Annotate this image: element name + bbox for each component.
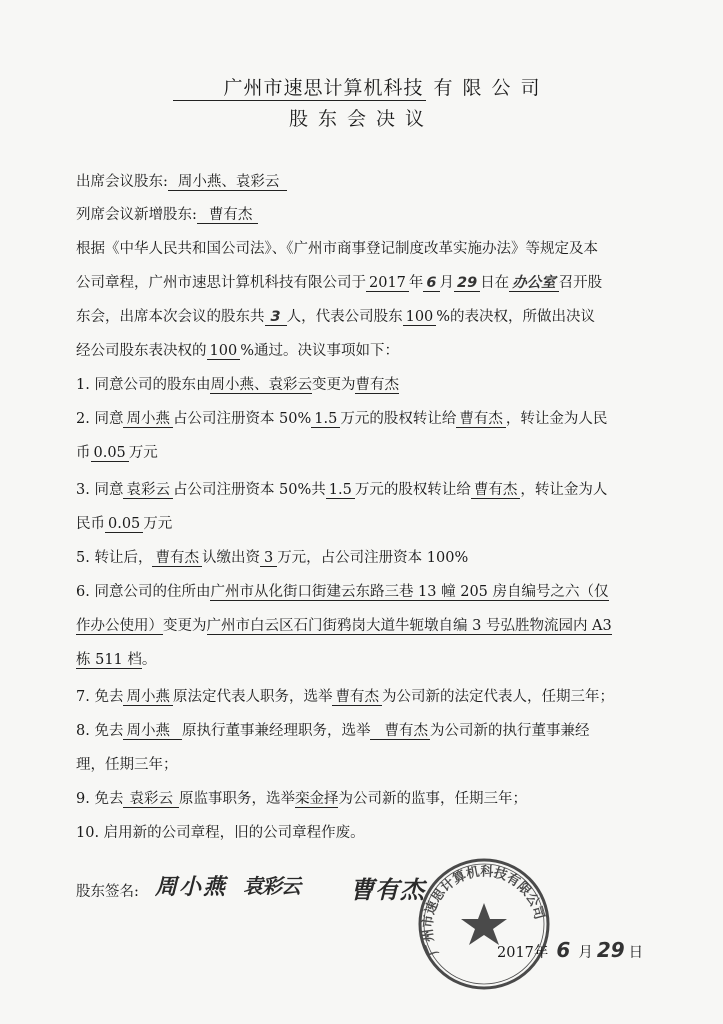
item-text: 为公司新的监事，任期三年； [338, 791, 527, 807]
document-title: 股东会决议 [288, 108, 434, 130]
elected-person: 曹有杰 [332, 689, 382, 706]
contribution-amount: 3 [260, 550, 277, 567]
attendees-names: 周小燕、袁彩云 [168, 174, 288, 191]
old-address: 广州市从化街口街建云东路三巷 13 幢 205 房自编号之六（仅 [210, 584, 609, 600]
transfer-price: 0.05 [105, 516, 143, 533]
elected-supervisor: 栾金择 [294, 791, 339, 807]
item-text: 5. 转让后， [76, 550, 153, 566]
resolution-item-6 [76, 580, 609, 601]
resolution-item-5 [76, 546, 468, 567]
resolution-item-1 [76, 373, 399, 394]
item-text: 万元 [128, 445, 158, 461]
date-month: 6 [556, 938, 571, 962]
removed-person: 周小燕 [123, 723, 182, 740]
item-text: 万元 [143, 516, 173, 532]
item-text: 为公司新的执行董事兼经 [429, 723, 590, 739]
intro-text: 召开股 [558, 275, 603, 291]
old-address-cont: 作办公使用） [76, 618, 163, 634]
meeting-year: 2017 [366, 275, 409, 292]
signing-date [497, 938, 643, 962]
resolution-item-6-cont [76, 614, 612, 635]
item-text: 原监事职务，选举 [178, 791, 295, 807]
new-shareholder-label: 列席会议新增股东: [76, 207, 197, 223]
item-text: 原执行董事兼经理职务，选举 [181, 723, 371, 739]
seal-text: 广州市速思计算机科技有限公司 [420, 864, 547, 958]
item-text: 7. 免去 [76, 689, 124, 705]
elected-person: 曹有杰 [370, 723, 430, 740]
resolution-item-3 [76, 478, 607, 499]
item-text: 占公司注册资本 50% [172, 411, 312, 427]
item-text: 万元的股权转让给 [354, 482, 471, 498]
intro-text: 月 [439, 275, 454, 291]
date-text: 年 [533, 945, 549, 961]
signature-3: 曹有杰 [350, 876, 425, 904]
item-text: 币 [76, 445, 91, 461]
new-shareholder: 曹有杰 [152, 550, 202, 567]
item-text: 万元，占公司注册资本 100% [277, 550, 469, 566]
meeting-day: 29 [454, 275, 480, 292]
date-text: 月 [578, 945, 593, 961]
new-shareholder: 曹有杰 [355, 377, 399, 393]
transfer-amount: 1.5 [311, 411, 340, 428]
intro-text: %通过。决议事项如下： [240, 343, 399, 359]
intro-text: 东会，出席本次会议的股东共 [76, 309, 265, 325]
intro-line-4 [76, 339, 399, 360]
removed-person: 周小燕 [123, 689, 173, 706]
item-text: 8. 免去 [76, 723, 124, 739]
date-day: 29 [596, 938, 625, 962]
item-text: 占公司注册资本 50%共 [172, 482, 326, 498]
transferee: 曹有杰 [456, 411, 506, 428]
voting-percent: 100 [403, 309, 437, 326]
resolution-item-2 [76, 407, 607, 428]
resolution-item-6-cont2 [76, 648, 156, 669]
signature-label: 股东签名: [76, 884, 139, 900]
old-shareholders: 周小燕、袁彩云 [210, 377, 312, 393]
approval-percent: 100 [207, 343, 241, 360]
item-text: 1. 同意公司的股东由 [76, 377, 211, 393]
removed-person: 袁彩云 [123, 791, 179, 808]
item-text: 。 [141, 652, 157, 668]
document-company-title [0, 73, 723, 101]
transferee: 曹有杰 [471, 482, 521, 499]
item-text: 认缴出资 [201, 550, 260, 566]
item-text: 变更为 [163, 618, 207, 634]
shareholder-count: 3 [265, 309, 287, 326]
new-address-cont: 栋 511 档 [76, 652, 142, 668]
company-name: 广州市速思计算机科技 [173, 73, 425, 101]
company-suffix: 有限公司 [433, 77, 550, 99]
transferor: 袁彩云 [123, 482, 173, 499]
intro-text: 经公司股东表决权的 [76, 343, 207, 359]
resolution-item-3-cont [76, 512, 172, 533]
attendees-label: 出席会议股东: [76, 174, 168, 190]
intro-text: 人，代表公司股东 [286, 309, 403, 325]
new-shareholder-line [76, 203, 258, 224]
new-address: 广州市白云区石门街鸦岗大道牛轭墩自编 3 号弘胜物流园内 A3 [206, 618, 612, 634]
item-text: 万元的股权转让给 [340, 411, 457, 427]
resolution-item-9 [76, 787, 527, 808]
date-text: 日 [628, 945, 644, 961]
transferor: 周小燕 [123, 411, 173, 428]
resolution-item-10: 10. 启用新的公司章程，旧的公司章程作废。 [76, 825, 365, 841]
meeting-place: 办公室 [509, 275, 559, 292]
meeting-month: 6 [423, 275, 439, 292]
item-text: 3. 同意 [76, 482, 124, 498]
intro-text: 日在 [480, 275, 510, 291]
item-text: 2. 同意 [76, 411, 124, 427]
company-seal [417, 857, 551, 991]
intro-text: %的表决权，所做出决议 [436, 309, 596, 325]
item-text: ，转让金为人民 [505, 411, 608, 427]
item-text: 变更为 [311, 377, 356, 393]
intro-text: 年 [408, 275, 424, 291]
transfer-amount: 1.5 [326, 482, 355, 499]
resolution-item-7 [76, 685, 614, 706]
date-year: 2017 [497, 945, 534, 961]
item-text: 9. 免去 [76, 791, 124, 807]
signature-2: 袁彩云 [243, 874, 300, 898]
intro-line-2 [76, 271, 602, 292]
intro-line-3 [76, 305, 595, 326]
resolution-item-2-cont [76, 441, 158, 462]
new-shareholder-name: 曹有杰 [197, 207, 259, 224]
item-text: ，转让金为人 [520, 482, 608, 498]
transfer-price: 0.05 [91, 445, 129, 462]
item-text: 6. 同意公司的住所由 [76, 584, 211, 600]
signature-1: 周小燕 [155, 875, 228, 900]
item-text: 原法定代表人职务，选举 [172, 689, 333, 705]
resolution-item-8-cont: 理，任期三年； [76, 757, 178, 773]
item-text: 民币 [76, 516, 105, 532]
item-text: 为公司新的法定代表人，任期三年； [381, 689, 614, 705]
attendees-line [76, 170, 287, 191]
intro-text: 公司章程，广州市速思计算机科技有限公司于 [76, 275, 366, 291]
resolution-item-8 [76, 719, 589, 740]
intro-line-1: 根据《中华人民共和国公司法》、《广州市商事登记制度改革实施办法》等规定及本 [76, 241, 598, 257]
